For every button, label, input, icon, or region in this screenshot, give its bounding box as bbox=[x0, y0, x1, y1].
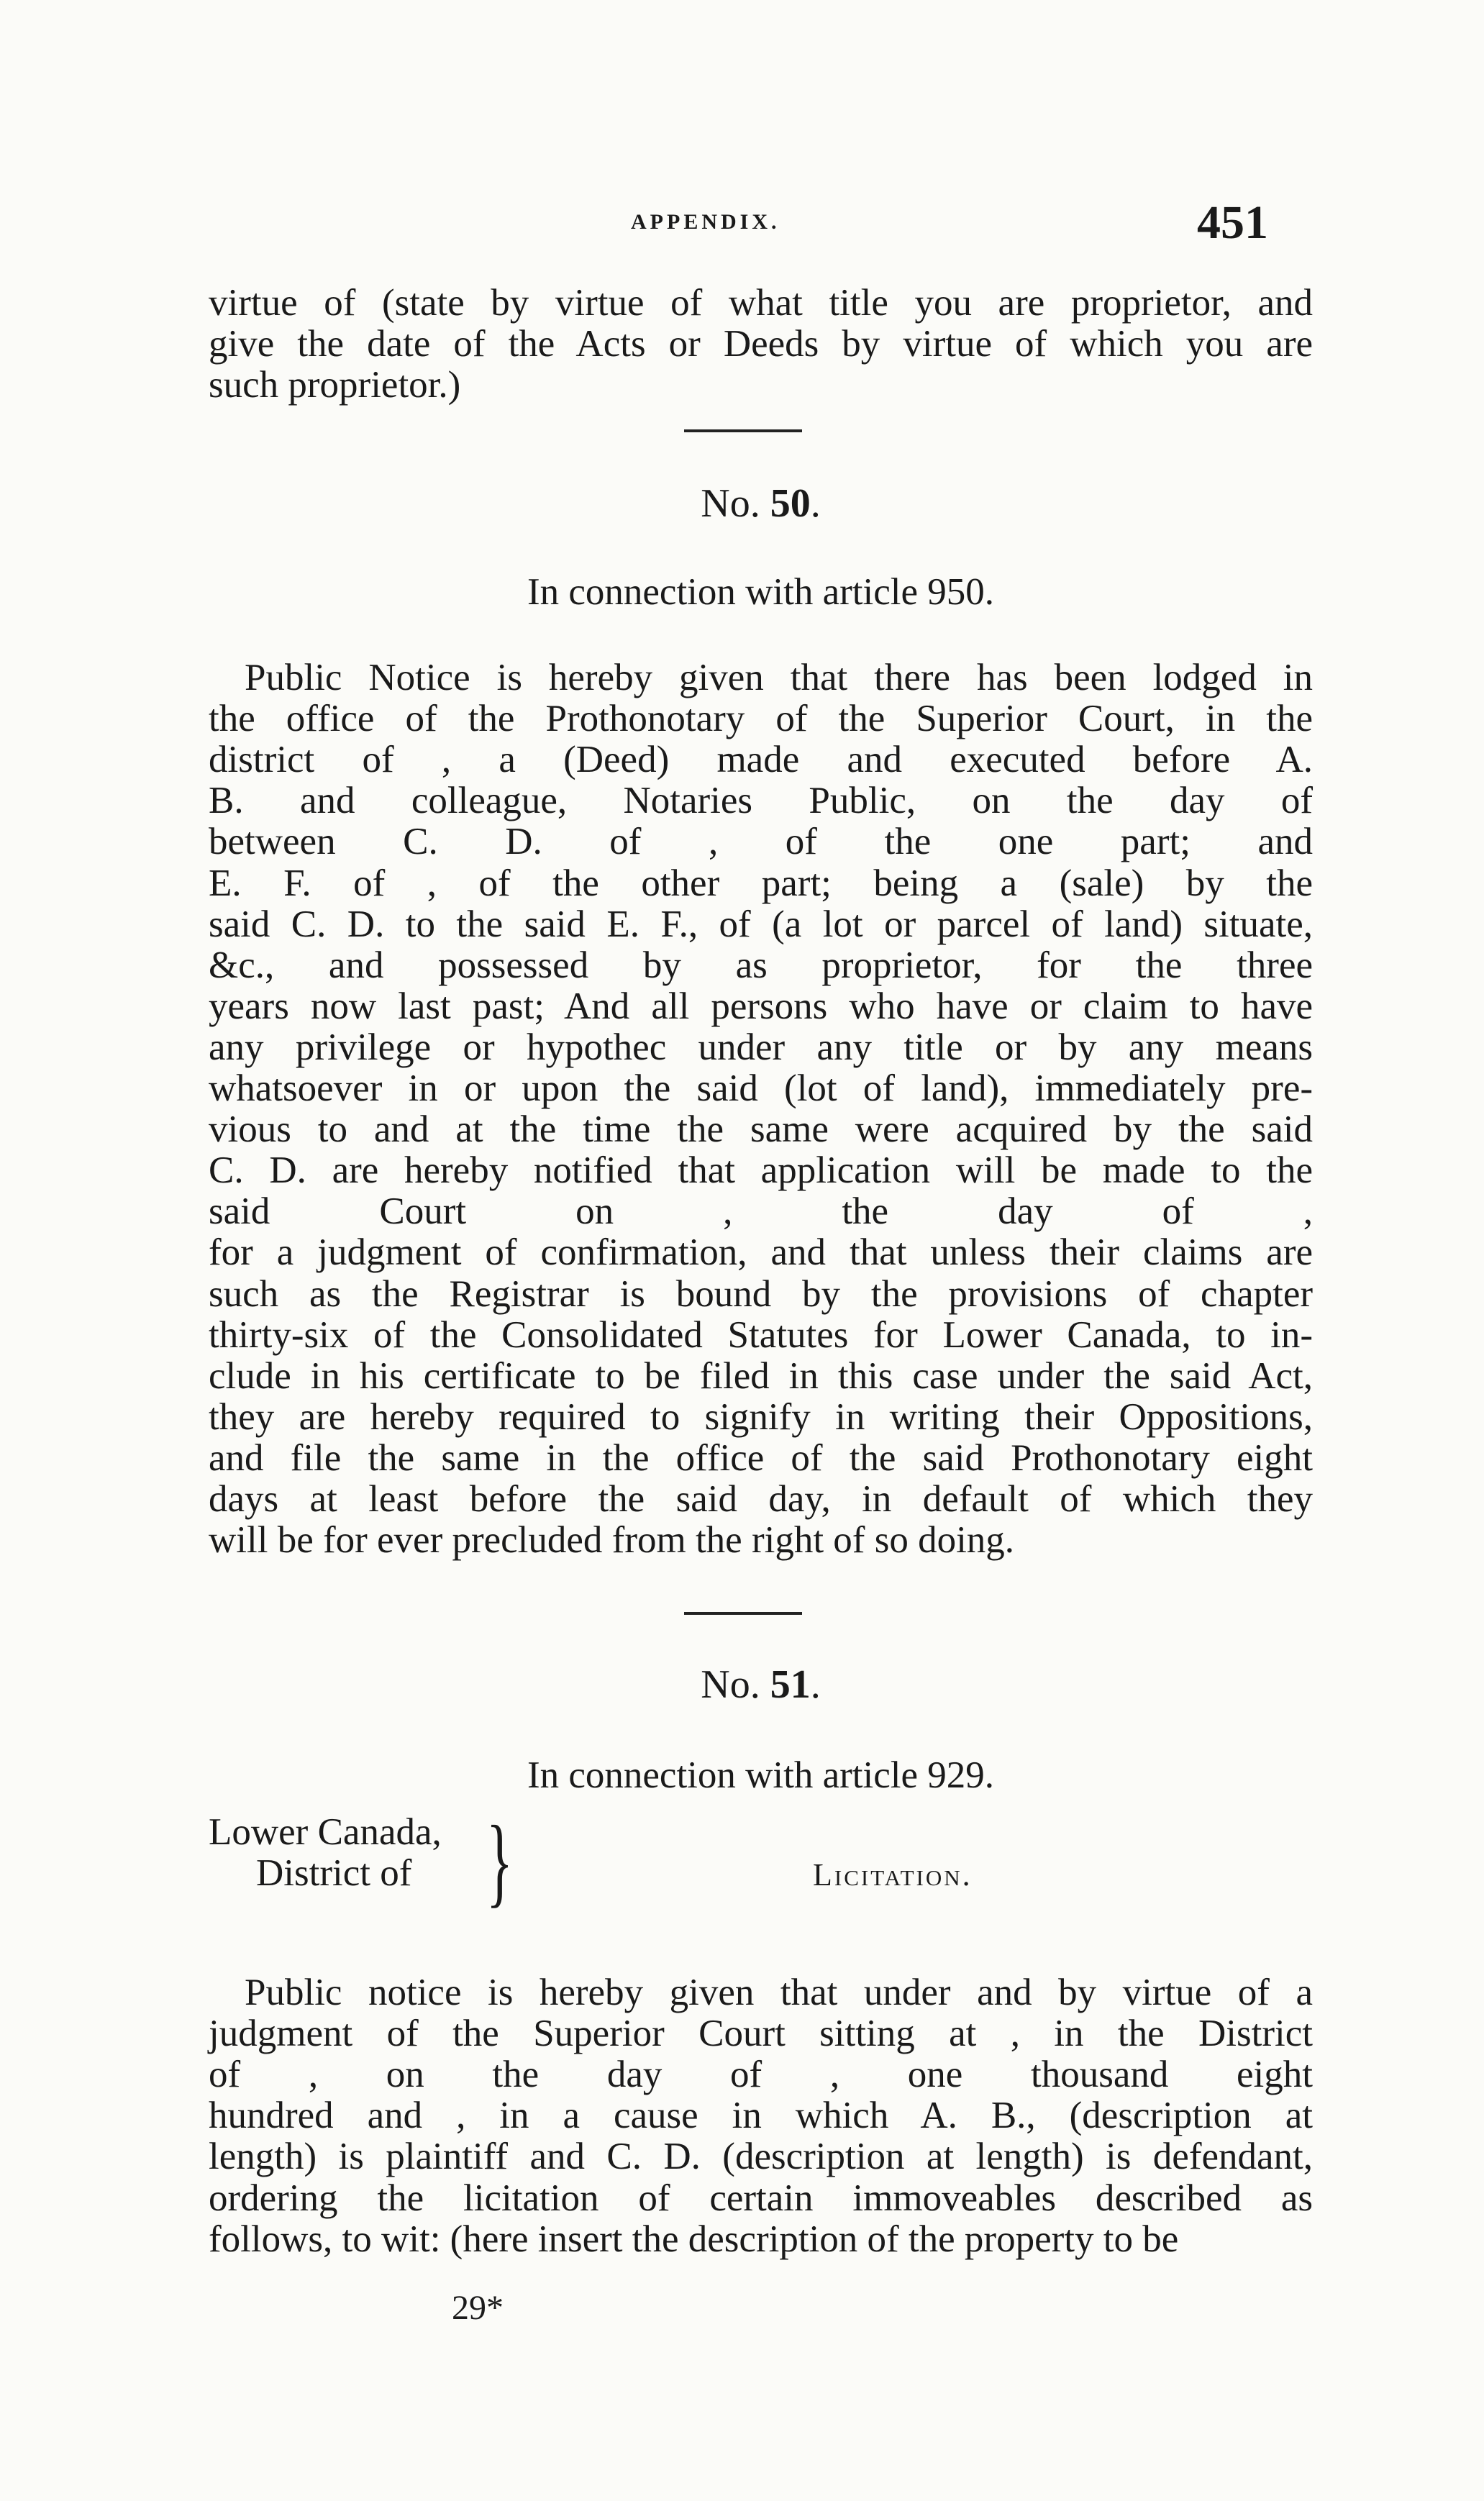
caption-district: District of bbox=[256, 1852, 412, 1894]
body-line: years now last past; And all persons who have or claim to have bbox=[209, 985, 1313, 1027]
caption-title: Licitation. bbox=[813, 1857, 973, 1892]
caption-province: Lower Canada, bbox=[209, 1811, 442, 1853]
section-divider bbox=[684, 429, 802, 432]
body-line: follows, to wit: (here insert the description of the property to be bbox=[209, 2218, 1179, 2260]
intro-line: give the date of the Acts or Deeds by virtue of which you are bbox=[209, 323, 1313, 365]
body-line: whatsoever in or upon the said (lot of land), immediately pre- bbox=[209, 1067, 1313, 1109]
body-line: and file the same in the office of the said Prothonotary eight bbox=[209, 1436, 1313, 1479]
body-line: judgment of the Superior Court sitting at , in the District bbox=[209, 2013, 1313, 2055]
body-line: thirty-six of the Consolidated Statutes for Lower Canada, to in- bbox=[209, 1313, 1313, 1356]
running-header: APPENDIX. bbox=[631, 210, 780, 234]
body-line: Public Notice is hereby given that there has been lodged in bbox=[245, 657, 1313, 698]
body-line: &c., and possessed by as proprietor, for the three bbox=[209, 944, 1313, 986]
signature-mark: 29* bbox=[452, 2289, 504, 2327]
body-line: hundred and , in a cause in which A. B., (description at bbox=[209, 2095, 1313, 2137]
body-line: length) is plaintiff and C. D. (description at length) is defendant, bbox=[209, 2136, 1313, 2178]
body-line: between C. D. of , of the one part; and bbox=[209, 821, 1313, 863]
body-line: they are hereby required to signify in writing their Oppositions, bbox=[209, 1395, 1313, 1438]
body-line: said C. D. to the said E. F., of (a lot or parcel of land) situate, bbox=[209, 903, 1313, 945]
body-line: for a judgment of confirmation, and that unless their claims are bbox=[209, 1231, 1313, 1274]
section-51-heading: No. 51. bbox=[701, 1662, 821, 1707]
body-line: days at least before the said day, in default of which they bbox=[209, 1478, 1313, 1520]
body-line: of , on the day of , one thousand eight bbox=[209, 2054, 1313, 2096]
intro-line: such proprietor.) bbox=[209, 364, 461, 406]
body-line: district of , a (Deed) made and executed before A. bbox=[209, 739, 1313, 781]
section-divider bbox=[684, 1612, 802, 1615]
section-51-subtitle: In connection with article 929. bbox=[527, 1754, 995, 1796]
intro-line: virtue of (state by virtue of what title you are proprietor, and bbox=[209, 282, 1313, 324]
body-line: B. and colleague, Notaries Public, on the day of bbox=[209, 780, 1313, 822]
section-50-subtitle: In connection with article 950. bbox=[527, 571, 995, 613]
body-line: will be for ever precluded from the right of so doing. bbox=[209, 1519, 1015, 1562]
section-50-heading: No. 50. bbox=[701, 481, 821, 526]
body-line: said Court on , the day of , bbox=[209, 1190, 1313, 1233]
body-line: ordering the licitation of certain immoveables described as bbox=[209, 2177, 1313, 2219]
body-line: Public notice is hereby given that under and by virtue of a bbox=[245, 1972, 1313, 2013]
body-line: such as the Registrar is bound by the provisions of chapter bbox=[209, 1272, 1313, 1315]
body-line: C. D. are hereby notified that application will be made to the bbox=[209, 1149, 1313, 1192]
body-line: any privilege or hypothec under any title or by any means bbox=[209, 1026, 1313, 1068]
body-line: clude in his certificate to be filed in this case under the said Act, bbox=[209, 1354, 1313, 1397]
body-line: E. F. of , of the other part; being a (sale) by the bbox=[209, 862, 1313, 904]
body-line: vious to and at the time the same were acquired by the said bbox=[209, 1108, 1313, 1151]
body-line: the office of the Prothonotary of the Superior Court, in the bbox=[209, 698, 1313, 740]
caption-brace: } bbox=[486, 1805, 513, 1917]
page-number: 451 bbox=[1197, 196, 1268, 249]
